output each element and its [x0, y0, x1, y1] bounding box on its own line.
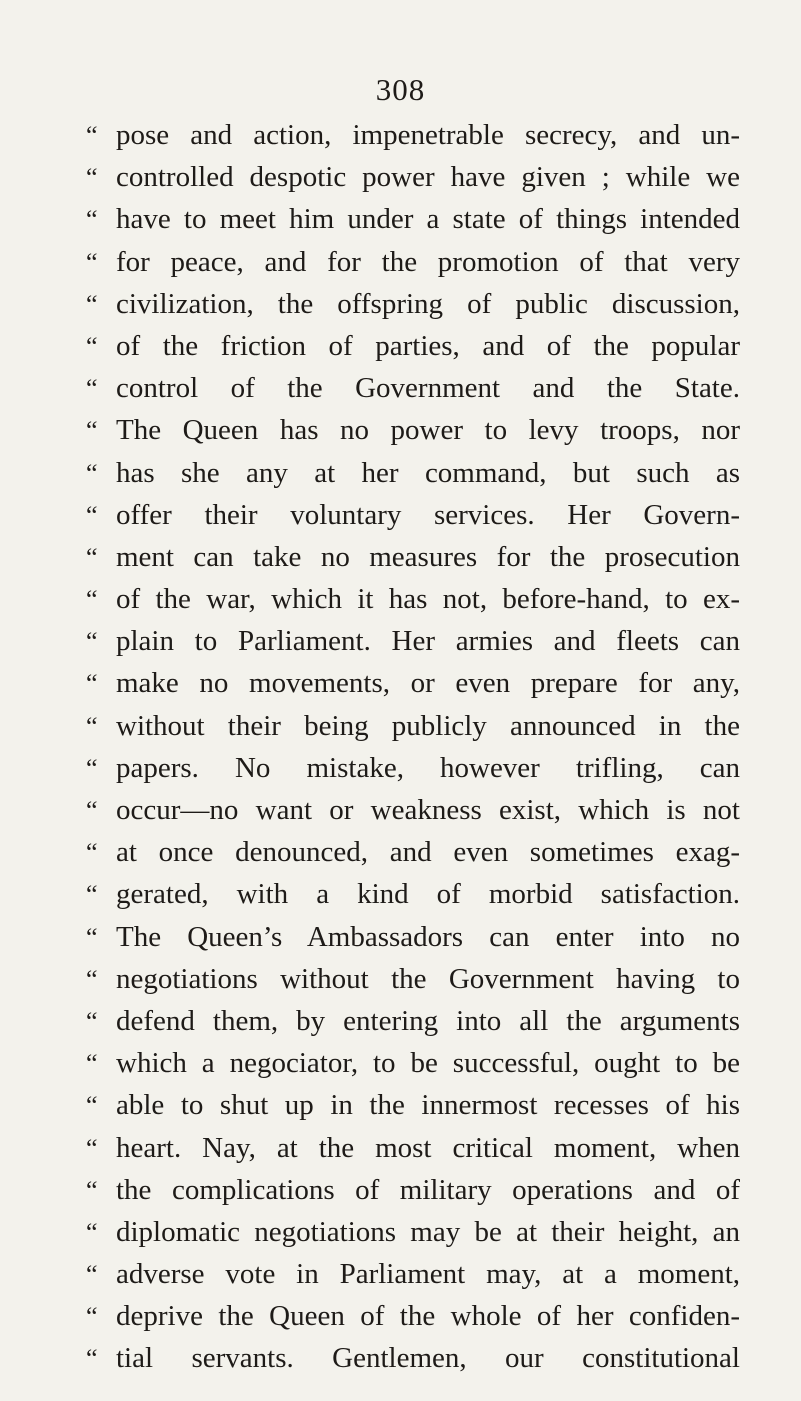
quote-mark: “ [86, 922, 98, 952]
quote-mark: “ [86, 1217, 98, 1247]
text-line [86, 241, 740, 283]
line-text: heart. Nay, at the most critical moment, when [116, 1131, 740, 1164]
line-text: which a negociator, to be successful, ought to be [116, 1047, 740, 1080]
line-text: diplomatic negotiations may be at their height, an [116, 1215, 740, 1248]
quote-mark: “ [86, 964, 98, 994]
text-line [86, 1253, 740, 1295]
text-line [86, 831, 740, 873]
quote-mark: “ [86, 1344, 98, 1374]
quote-mark: “ [86, 1260, 98, 1290]
quote-mark: “ [86, 711, 98, 741]
text-line [86, 789, 740, 831]
text-line [86, 452, 740, 494]
text-line [86, 409, 740, 451]
text-line [86, 705, 740, 747]
line-text: plain to Parliament. Her armies and fleets can [116, 625, 740, 658]
line-text: for peace, and for the promotion of that very [116, 245, 740, 278]
quote-mark: “ [86, 1302, 98, 1332]
text-line [86, 1127, 740, 1169]
quote-mark: “ [86, 289, 98, 319]
quote-mark: “ [86, 627, 98, 657]
quote-mark: “ [86, 880, 98, 910]
quote-mark: “ [86, 1049, 98, 1079]
line-text: have to meet him under a state of things intended [116, 203, 740, 236]
line-text: gerated, with a kind of morbid satisfaction. [116, 878, 740, 911]
text-line [86, 325, 740, 367]
line-text: the complications of military operations and of [116, 1173, 740, 1206]
quote-mark: “ [86, 542, 98, 572]
text-line [86, 367, 740, 409]
quote-mark: “ [86, 585, 98, 615]
line-text: has she any at her command, but such as [116, 456, 740, 489]
text-line [86, 1000, 740, 1042]
quote-mark: “ [86, 1091, 98, 1121]
text-line [86, 916, 740, 958]
quote-mark: “ [86, 247, 98, 277]
line-text: ment can take no measures for the prosecution [116, 540, 740, 573]
line-text: make no movements, or even prepare for any, [116, 667, 740, 700]
text-line [86, 1211, 740, 1253]
text-line [86, 620, 740, 662]
line-text: civilization, the offspring of public discussion, [116, 287, 740, 320]
text-line [86, 156, 740, 198]
quote-mark: “ [86, 416, 98, 446]
quote-mark: “ [86, 753, 98, 783]
text-line [86, 536, 740, 578]
page-number: 308 [375, 72, 426, 107]
text-line [86, 1084, 740, 1126]
line-text: tial servants. Gentlemen, our constitutional [116, 1342, 740, 1375]
line-text: able to shut up in the innermost recesses of his [116, 1089, 740, 1122]
body-text [86, 114, 740, 1380]
text-line [86, 1169, 740, 1211]
text-line [86, 958, 740, 1000]
text-line [86, 578, 740, 620]
quote-mark: “ [86, 669, 98, 699]
line-text: The Queen has no power to levy troops, nor [116, 414, 740, 447]
line-text: controlled despotic power have given ; while we [116, 161, 740, 194]
text-line [86, 662, 740, 704]
text-line [86, 873, 740, 915]
line-text: occur—no want or weakness exist, which is not [116, 794, 740, 826]
line-text: of the friction of parties, and of the popular [116, 329, 740, 362]
quote-mark: “ [86, 374, 98, 404]
quote-mark: “ [86, 500, 98, 530]
line-text: papers. No mistake, however trifling, can [116, 751, 740, 784]
line-text: offer their voluntary services. Her Govern- [116, 498, 740, 531]
text-line [86, 494, 740, 536]
text-line [86, 114, 740, 156]
line-text: pose and action, impenetrable secrecy, and un- [116, 119, 740, 151]
line-text: without their being publicly announced in the [116, 709, 740, 742]
text-line [86, 1337, 740, 1379]
text-line [86, 747, 740, 789]
line-text: deprive the Queen of the whole of her confiden- [116, 1300, 740, 1333]
text-line [86, 283, 740, 325]
quote-mark: “ [86, 1133, 98, 1163]
text-line [86, 1295, 740, 1337]
quote-mark: “ [86, 1006, 98, 1036]
line-text: negotiations without the Government having to [116, 962, 740, 995]
quote-mark: “ [86, 331, 98, 361]
quote-mark: “ [86, 205, 98, 235]
text-line [86, 1042, 740, 1084]
line-text: adverse vote in Parliament may, at a moment, [116, 1258, 740, 1291]
quote-mark: “ [86, 121, 98, 150]
line-text: defend them, by entering into all the arguments [116, 1004, 740, 1037]
quote-mark: “ [86, 163, 98, 193]
quote-mark: “ [86, 1175, 98, 1205]
quote-mark: “ [86, 796, 98, 825]
line-text: control of the Government and the State. [116, 372, 740, 405]
line-text: The Queen’s Ambassadors can enter into no [116, 920, 740, 953]
line-text: at once denounced, and even sometimes exag- [116, 836, 740, 869]
text-line [86, 198, 740, 240]
line-text: of the war, which it has not, before-hand, to ex- [116, 583, 740, 616]
quote-mark: “ [86, 838, 98, 868]
quote-mark: “ [86, 458, 98, 488]
